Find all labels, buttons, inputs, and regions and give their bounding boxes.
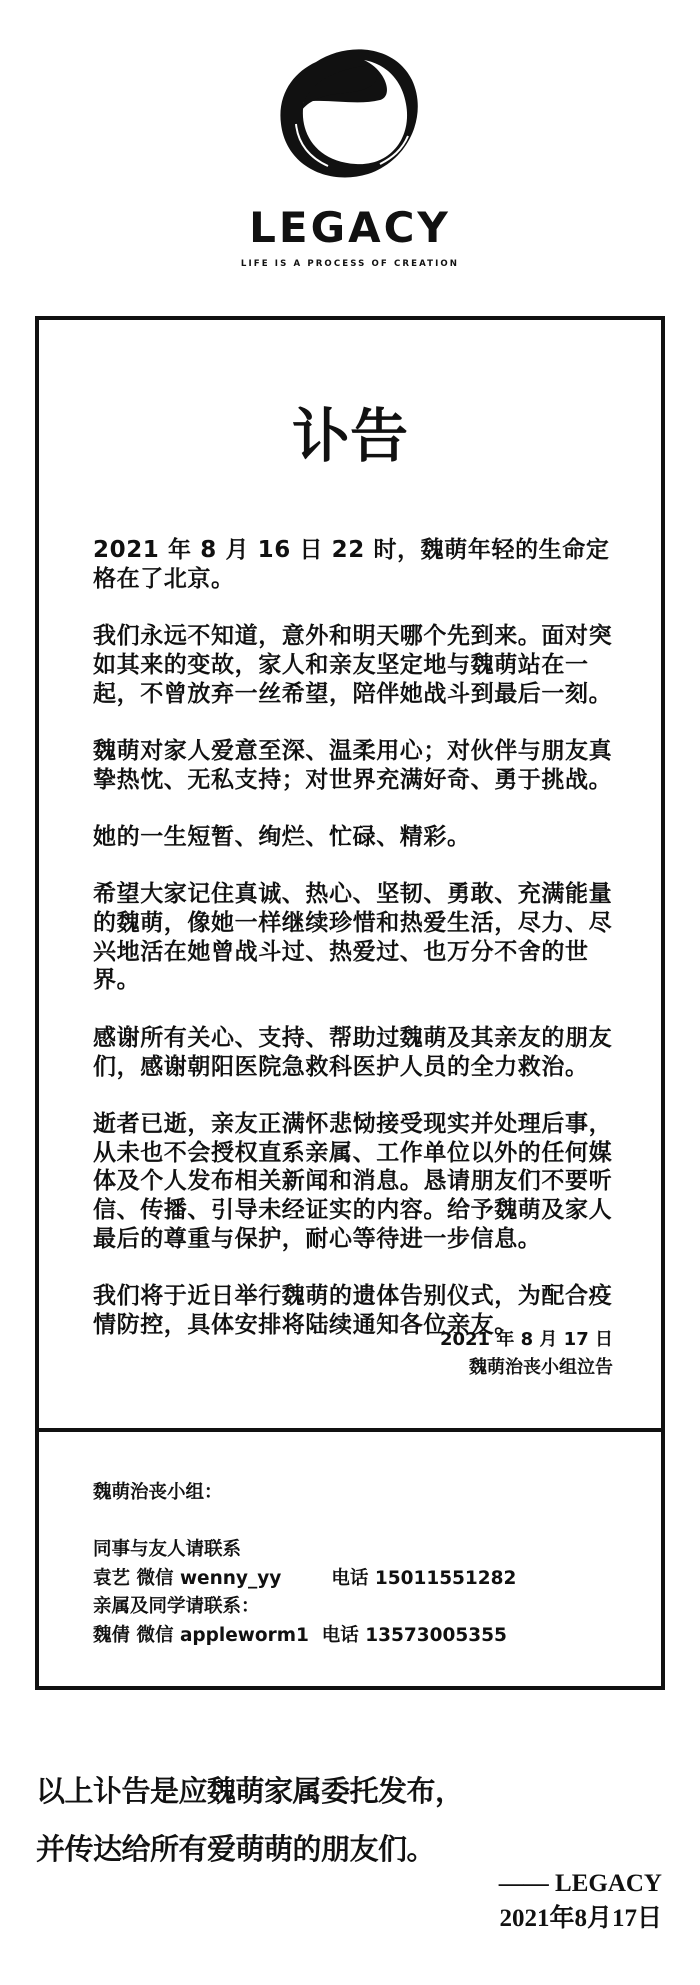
section-divider xyxy=(35,1428,665,1432)
wechat-id[interactable]: wenny_yy xyxy=(179,1567,282,1589)
paragraph-ceremony: 我们将于近日举行魏萌的遗体告别仪式，为配合疫情防控，具体安排将陆续通知各位亲友。 xyxy=(93,1283,613,1338)
paragraph-thanks: 感谢所有关心、支持、帮助过魏萌及其亲友的朋友们，感谢朝阳医院急救科医护人员的全力救治。 xyxy=(93,1024,613,1080)
phone-label: 电话 xyxy=(331,1567,369,1589)
phone-number[interactable]: 13573005355 xyxy=(365,1624,507,1646)
paragraph-character: 魏萌对家人爱意至深、温柔用心；对伙伴与朋友真挚热忱、无私支持；对世界充满好奇、勇于挑战。 xyxy=(93,737,613,793)
contact-group-label: 亲属及同学请联系： xyxy=(93,1596,260,1617)
enso-ring-icon xyxy=(276,40,422,182)
signature-name: 魏萌治丧小组泣告 xyxy=(469,1357,613,1378)
contact-group-label: 同事与友人请联系 xyxy=(93,1539,242,1560)
contact-row xyxy=(93,1565,633,1594)
closing-line-1: 以上讣告是应魏萌家属委托发布， xyxy=(36,1774,464,1808)
logo-tagline: LIFE IS A PROCESS OF CREATION xyxy=(240,259,460,269)
contact-row xyxy=(93,1622,633,1651)
paragraph-unexpected: 我们永远不知道，意外和明天哪个先到来。面对突如其来的变故，家人和亲友坚定地与魏萌站在一起，不曾放弃一丝希望，陪伴她战斗到最后一刻。 xyxy=(93,623,613,707)
wechat-id[interactable]: appleworm1 xyxy=(179,1624,309,1646)
phone-label: 电话 xyxy=(321,1624,359,1646)
notice-signature xyxy=(340,1326,613,1382)
contacts-section xyxy=(93,1479,633,1650)
logo-wordmark: LEGACY xyxy=(249,203,451,252)
closing-statement xyxy=(36,1762,656,1878)
paragraph-media-request: 逝者已逝，亲友正满怀悲恸接受现实并处理后事，从未也不会授权直系亲属、工作单位以外的任何媒体及个人发布相关新闻和消息。恳请朋友们不要听信、传播、引导未经证实的内容。给予魏萌及家人最后的尊重与保护，耐心等待进一步信息。 xyxy=(93,1110,613,1252)
paragraph-life: 她的一生短暂、绚烂、忙碌、精彩。 xyxy=(93,823,471,850)
signature-date: 2021 年 8 月 17 日 xyxy=(439,1329,613,1350)
closing-line-2: 并传达给所有爱萌萌的朋友们。 xyxy=(36,1832,436,1866)
paragraph-remember: 希望大家记住真诚、热心、坚韧、勇敢、充满能量的魏萌，像她一样继续珍惜和热爱生活，尽力、尽兴地活在她曾战斗过、热爱过、也万分不舍的世界。 xyxy=(93,881,613,994)
notice-body xyxy=(93,536,633,1368)
wechat-label: 微信 xyxy=(136,1567,174,1589)
footer-date: 2021年8月17日 xyxy=(499,1905,662,1932)
phone-number[interactable]: 15011551282 xyxy=(374,1567,517,1589)
paragraph-time-of-death: 2021 年 8 月 16 日 22 时，魏萌年轻的生命定格在了北京。 xyxy=(93,537,610,592)
wechat-label: 微信 xyxy=(136,1624,174,1646)
contacts-heading: 魏萌治丧小组： xyxy=(93,1482,223,1503)
contact-name: 袁艺 xyxy=(93,1567,131,1589)
notice-title: 讣告 xyxy=(291,402,408,470)
attribution-text: —— LEGACY xyxy=(498,1870,662,1897)
footer-attribution xyxy=(400,1866,662,1936)
contact-name: 魏倩 xyxy=(93,1624,131,1646)
